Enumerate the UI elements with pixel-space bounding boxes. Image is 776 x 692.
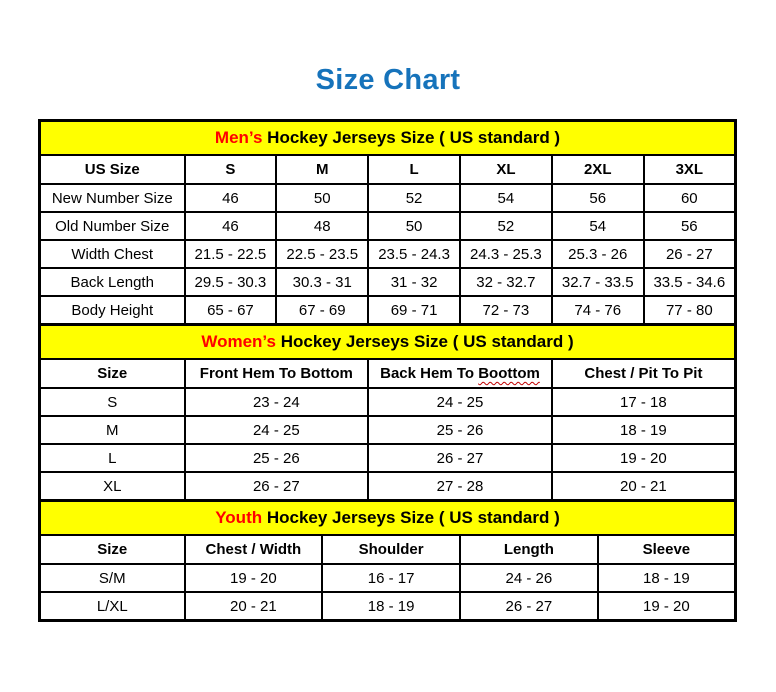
- heading-text: Hockey Jerseys Size ( US standard ): [275, 332, 574, 351]
- table-row: [40, 472, 736, 501]
- table-cell: 54: [460, 184, 552, 212]
- table-cell: 25.3 - 26: [552, 240, 644, 268]
- table-cell: 20 - 21: [552, 472, 736, 501]
- table-cell: 22.5 - 23.5: [276, 240, 368, 268]
- table-cell: 23.5 - 24.3: [368, 240, 460, 268]
- table-cell: 29.5 - 30.3: [185, 268, 277, 296]
- row-label: Width Chest: [40, 240, 185, 268]
- column-header: Sleeve: [598, 535, 736, 564]
- table-cell: 17 - 18: [552, 388, 736, 416]
- womens-section-heading: [40, 325, 736, 360]
- table-cell: 26 - 27: [644, 240, 736, 268]
- table-cell: 16 - 17: [322, 564, 460, 592]
- table-row: [40, 444, 736, 472]
- row-label: L/XL: [40, 592, 185, 621]
- column-header: Back Hem To Boottom: [368, 359, 552, 388]
- table-cell: 24 - 25: [368, 388, 552, 416]
- table-cell: 56: [552, 184, 644, 212]
- column-header: Chest / Width: [185, 535, 323, 564]
- column-header: US Size: [40, 155, 185, 184]
- column-header: 3XL: [644, 155, 736, 184]
- row-label: XL: [40, 472, 185, 501]
- row-label: S/M: [40, 564, 185, 592]
- heading-accent-word: Youth: [215, 508, 263, 527]
- table-cell: 19 - 20: [598, 592, 736, 621]
- table-cell: 46: [185, 184, 277, 212]
- table-cell: 32 - 32.7: [460, 268, 552, 296]
- row-label: M: [40, 416, 185, 444]
- column-header: Chest / Pit To Pit: [552, 359, 736, 388]
- table-cell: 18 - 19: [322, 592, 460, 621]
- table-cell: 56: [644, 212, 736, 240]
- table-row: [40, 268, 736, 296]
- table-cell: 24 - 26: [460, 564, 598, 592]
- table-cell: 72 - 73: [460, 296, 552, 325]
- column-header: 2XL: [552, 155, 644, 184]
- table-cell: 26 - 27: [460, 592, 598, 621]
- table-cell: 50: [276, 184, 368, 212]
- table-row: [40, 592, 736, 621]
- table-cell: 19 - 20: [185, 564, 323, 592]
- column-header: Length: [460, 535, 598, 564]
- table-cell: 27 - 28: [368, 472, 552, 501]
- row-label: Body Height: [40, 296, 185, 325]
- column-header: S: [185, 155, 277, 184]
- header-row: [40, 535, 736, 564]
- table-cell: 20 - 21: [185, 592, 323, 621]
- youth-section-heading: [40, 501, 736, 536]
- page-title: Size Chart: [315, 64, 461, 96]
- table-cell: 69 - 71: [368, 296, 460, 325]
- table-cell: 24 - 25: [185, 416, 369, 444]
- table-row: [40, 184, 736, 212]
- table-row: [40, 240, 736, 268]
- column-header: M: [276, 155, 368, 184]
- table-cell: 25 - 26: [368, 416, 552, 444]
- table-cell: 26 - 27: [368, 444, 552, 472]
- column-header: Size: [40, 535, 185, 564]
- header-row: [40, 155, 736, 184]
- table-cell: 21.5 - 22.5: [185, 240, 277, 268]
- table-cell: 48: [276, 212, 368, 240]
- youth-size-table: [38, 499, 737, 622]
- table-cell: 52: [368, 184, 460, 212]
- table-cell: 74 - 76: [552, 296, 644, 325]
- table-cell: 46: [185, 212, 277, 240]
- table-cell: 32.7 - 33.5: [552, 268, 644, 296]
- table-cell: 26 - 27: [185, 472, 369, 501]
- heading-text: Hockey Jerseys Size ( US standard ): [262, 508, 560, 527]
- heading-accent-word: Women’s: [201, 332, 276, 351]
- table-cell: 77 - 80: [644, 296, 736, 325]
- table-row: [40, 296, 736, 325]
- column-header: Front Hem To Bottom: [185, 359, 369, 388]
- table-cell: 65 - 67: [185, 296, 277, 325]
- table-row: [40, 416, 736, 444]
- table-cell: 18 - 19: [598, 564, 736, 592]
- column-header: XL: [460, 155, 552, 184]
- womens-size-table: [38, 323, 737, 502]
- table-cell: 67 - 69: [276, 296, 368, 325]
- size-tables: [38, 119, 737, 622]
- row-label: Back Length: [40, 268, 185, 296]
- row-label: Old Number Size: [40, 212, 185, 240]
- table-cell: 54: [552, 212, 644, 240]
- row-label: New Number Size: [40, 184, 185, 212]
- heading-text: Hockey Jerseys Size ( US standard ): [262, 128, 561, 147]
- mens-section-heading: [40, 121, 736, 156]
- table-row: [40, 564, 736, 592]
- table-cell: 23 - 24: [185, 388, 369, 416]
- table-cell: 50: [368, 212, 460, 240]
- table-cell: 18 - 19: [552, 416, 736, 444]
- table-row: [40, 388, 736, 416]
- heading-accent-word: Men’s: [214, 128, 263, 147]
- column-header: Size: [40, 359, 185, 388]
- table-cell: 24.3 - 25.3: [460, 240, 552, 268]
- table-cell: 25 - 26: [185, 444, 369, 472]
- column-header: L: [368, 155, 460, 184]
- table-cell: 33.5 - 34.6: [644, 268, 736, 296]
- column-header: Shoulder: [322, 535, 460, 564]
- table-cell: 60: [644, 184, 736, 212]
- header-row: [40, 359, 736, 388]
- table-row: [40, 212, 736, 240]
- misspelled-word: Boottom: [478, 365, 540, 382]
- table-cell: 52: [460, 212, 552, 240]
- table-cell: 30.3 - 31: [276, 268, 368, 296]
- mens-size-table: [38, 119, 737, 326]
- row-label: L: [40, 444, 185, 472]
- row-label: S: [40, 388, 185, 416]
- table-cell: 31 - 32: [368, 268, 460, 296]
- table-cell: 19 - 20: [552, 444, 736, 472]
